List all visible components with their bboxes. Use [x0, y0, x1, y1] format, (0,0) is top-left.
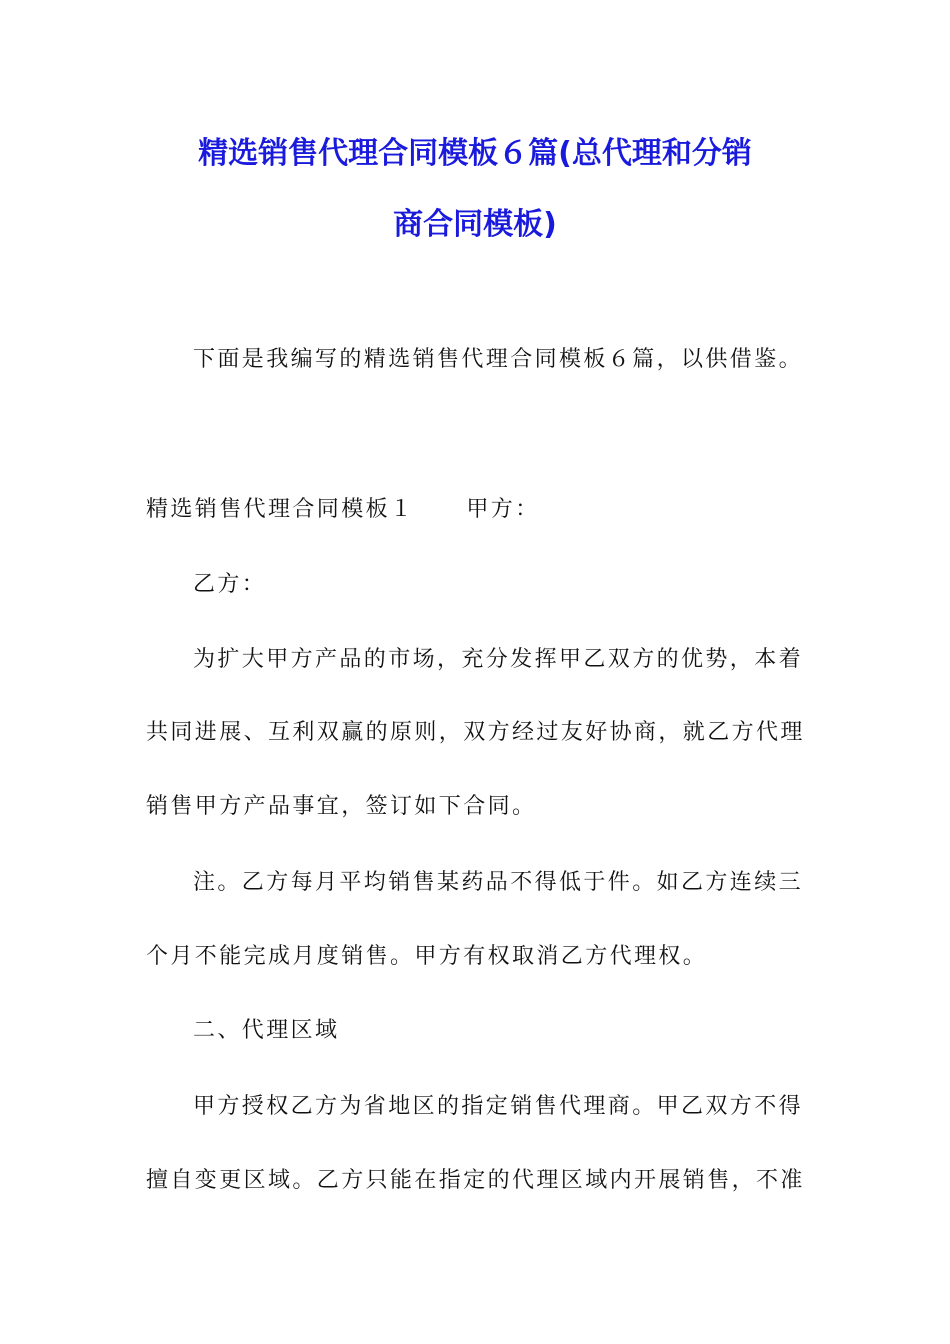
- paragraph-3-line-1: 甲方授权乙方为省地区的指定销售代理商。甲乙双方不得: [193, 1094, 804, 1119]
- section-2-heading: 二、代理区域: [193, 1018, 340, 1043]
- paragraph-1-line-1: 为扩大甲方产品的市场，充分发挥甲乙双方的优势，本着: [193, 647, 804, 672]
- paragraph-1-line-3: 销售甲方产品事宜，签订如下合同。: [146, 794, 537, 819]
- party-b-label: 乙方：: [193, 572, 267, 597]
- paragraph-2-line-1: 注。乙方每月平均销售某药品不得低于件。如乙方连续三: [193, 870, 804, 895]
- paragraph-2-line-2: 个月不能完成月度销售。甲方有权取消乙方代理权。: [146, 944, 708, 969]
- intro-paragraph: 下面是我编写的精选销售代理合同模板６篇，以供借鉴。: [193, 347, 804, 372]
- section-1-heading-line: [146, 495, 540, 525]
- document-title-line-1: 精选销售代理合同模板６篇(总代理和分销: [198, 136, 752, 171]
- document-title-line-2: 商合同模板): [393, 207, 557, 242]
- paragraph-3-line-2: 擅自变更区域。乙方只能在指定的代理区域内开展销售，不准: [146, 1168, 805, 1193]
- section-1-heading: 精选销售代理合同模板１: [146, 497, 415, 522]
- party-a-label: 甲方：: [466, 497, 540, 522]
- paragraph-1-line-2: 共同进展、互利双赢的原则，双方经过友好协商，就乙方代理: [146, 720, 805, 745]
